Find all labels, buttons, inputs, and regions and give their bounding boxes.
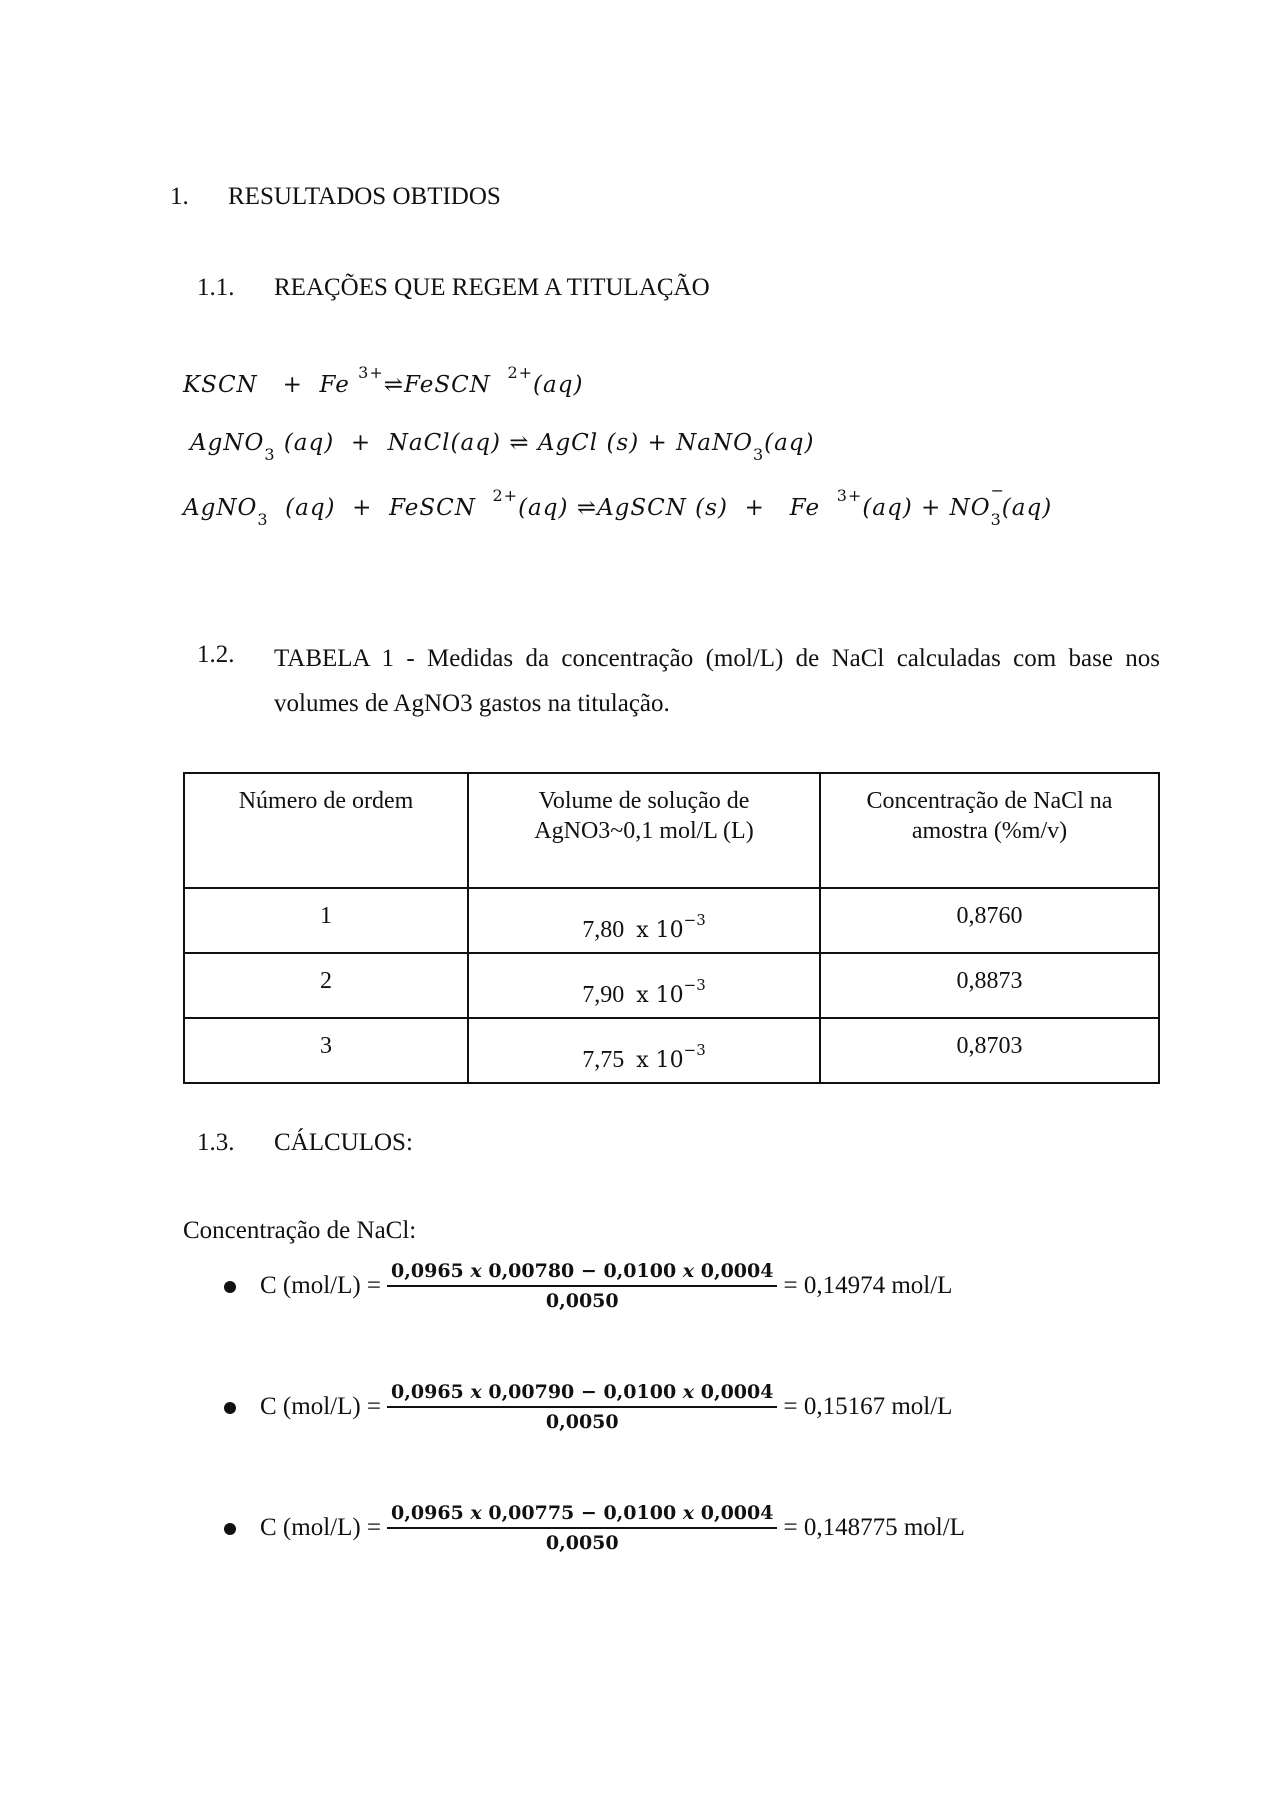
reaction-1 — [183, 363, 584, 398]
reaction-3-charge: 3+ — [836, 486, 863, 505]
heading-1-1-title: REAÇÕES QUE REGEM A TITULAÇÃO — [274, 274, 710, 301]
calc-denominator: 0,0050 — [545, 1290, 619, 1312]
volume-value: 7,75 — [582, 1047, 625, 1073]
calc-denominator: 0,0050 — [545, 1532, 619, 1554]
reaction-2-plus: + — [647, 430, 668, 456]
heading-1-title: RESULTADOS OBTIDOS — [228, 183, 501, 210]
reaction-3-state: (aq) — [1001, 495, 1053, 521]
equilibrium-arrow-icon: ⇌ — [509, 430, 530, 456]
reaction-2-subscript: 3 — [264, 445, 276, 464]
heading-1-number: 1. — [170, 183, 189, 210]
reaction-2-term: AgCl (s) — [537, 430, 640, 456]
results-table — [183, 772, 1160, 1084]
calc-label: C (mol/L) = — [260, 1514, 382, 1541]
reaction-3-plus: + — [744, 495, 765, 521]
heading-1-3-title: CÁLCULOS: — [274, 1129, 413, 1156]
equilibrium-arrow-icon: ⇌ — [576, 495, 598, 521]
volume-exponent: −3 — [683, 976, 706, 994]
reaction-2-subscript: 3 — [752, 445, 765, 464]
volume-value: 7,90 — [582, 982, 625, 1008]
calculation-1 — [260, 1260, 952, 1312]
calc-result: = 0,14974 mol/L — [783, 1272, 953, 1299]
calculation-2 — [260, 1381, 952, 1433]
table-row — [184, 1018, 1159, 1083]
reaction-3-term: NO — [949, 495, 991, 521]
reaction-1-term: Fe — [319, 372, 350, 398]
table-cell-volume — [468, 1018, 820, 1083]
volume-value: 7,80 — [582, 917, 625, 943]
calc-fraction — [387, 1260, 777, 1312]
volume-multiplier: x 10 — [636, 918, 684, 943]
table-cell-concentration: 0,8873 — [820, 953, 1159, 1018]
calc-fraction — [387, 1502, 777, 1554]
calc-intro: Concentração de NaCl: — [183, 1217, 417, 1244]
calc-denominator: 0,0050 — [545, 1411, 619, 1433]
heading-1-2-number: 1.2. — [197, 641, 235, 668]
reaction-3-subscript: 3 — [257, 510, 269, 529]
reaction-2-term: NaNO — [676, 430, 753, 456]
calc-numerator: 0,0965 x 0,00775 − 0,0100 x 0,0004 — [387, 1502, 777, 1529]
calculation-3 — [260, 1502, 965, 1554]
reaction-3-term: AgSCN (s) — [597, 495, 728, 521]
table-cell-volume — [468, 888, 820, 953]
table-header-cell: Concentração de NaCl na amostra (%m/v) — [820, 773, 1159, 888]
reaction-1-term: FeSCN — [404, 372, 491, 398]
calc-result: = 0,148775 mol/L — [783, 1514, 965, 1541]
reaction-3-state: (aq) — [518, 495, 569, 521]
reaction-1-state: (aq) — [533, 372, 584, 398]
reaction-2-term: NaCl(aq) — [387, 430, 501, 456]
volume-multiplier: x 10 — [636, 1048, 684, 1073]
reaction-3-charge: 2+ — [492, 486, 519, 505]
bullet-icon — [224, 1281, 236, 1293]
table-header-cell: Número de ordem — [184, 773, 468, 888]
reaction-3-state: (aq) — [862, 495, 913, 521]
volume-exponent: −3 — [683, 911, 706, 929]
heading-1-3-number: 1.3. — [197, 1129, 235, 1156]
reaction-2-term: AgNO — [190, 430, 265, 456]
bullet-icon — [224, 1402, 236, 1414]
equilibrium-arrow-icon: ⇌ — [383, 372, 405, 398]
reaction-1-charge: 2+ — [507, 363, 534, 382]
calc-numerator: 0,0965 x 0,00790 − 0,0100 x 0,0004 — [387, 1381, 777, 1408]
calc-label: C (mol/L) = — [260, 1393, 382, 1420]
table-cell-concentration: 0,8760 — [820, 888, 1159, 953]
reaction-3-subscript: 3 — [990, 510, 1002, 529]
volume-exponent: −3 — [683, 1041, 706, 1059]
reaction-3-state: (aq) — [285, 495, 336, 521]
reaction-3 — [183, 481, 1053, 529]
table-header-row — [184, 773, 1159, 888]
reaction-3-charge: − — [990, 481, 1005, 500]
table-caption: TABELA 1 - Medidas da concentração (mol/L) de NaCl calculadas com base nos volumes de AgNO3 gastos na titulação. — [274, 645, 1160, 717]
reaction-3-plus: + — [352, 495, 373, 521]
table-cell-concentration: 0,8703 — [820, 1018, 1159, 1083]
calc-label: C (mol/L) = — [260, 1272, 382, 1299]
calc-numerator: 0,0965 x 0,00780 − 0,0100 x 0,0004 — [387, 1260, 777, 1287]
calc-fraction — [387, 1381, 777, 1433]
table-cell-number: 3 — [184, 1018, 468, 1083]
reaction-2-plus: + — [350, 430, 372, 456]
reaction-2 — [190, 430, 815, 464]
table-cell-number: 1 — [184, 888, 468, 953]
calc-result: = 0,15167 mol/L — [783, 1393, 953, 1420]
reaction-3-term: FeSCN — [389, 495, 476, 521]
reaction-3-term: AgNO — [183, 495, 258, 521]
heading-1-1-number: 1.1. — [197, 274, 235, 301]
table-row — [184, 953, 1159, 1018]
table-header-cell: Volume de solução de AgNO3~0,1 mol/L (L) — [468, 773, 820, 888]
table-cell-number: 2 — [184, 953, 468, 1018]
reaction-2-state: (aq) — [764, 430, 815, 456]
reaction-3-term: Fe — [789, 495, 821, 521]
reaction-1-plus: + — [282, 372, 303, 398]
reaction-2-state: (aq) — [283, 430, 335, 456]
reaction-1-charge: 3+ — [358, 363, 384, 382]
bullet-icon — [224, 1523, 236, 1535]
table-row — [184, 888, 1159, 953]
volume-multiplier: x 10 — [636, 983, 684, 1008]
table-cell-volume — [468, 953, 820, 1018]
reaction-3-plus: + — [921, 495, 942, 521]
reaction-1-term: KSCN — [183, 372, 258, 398]
